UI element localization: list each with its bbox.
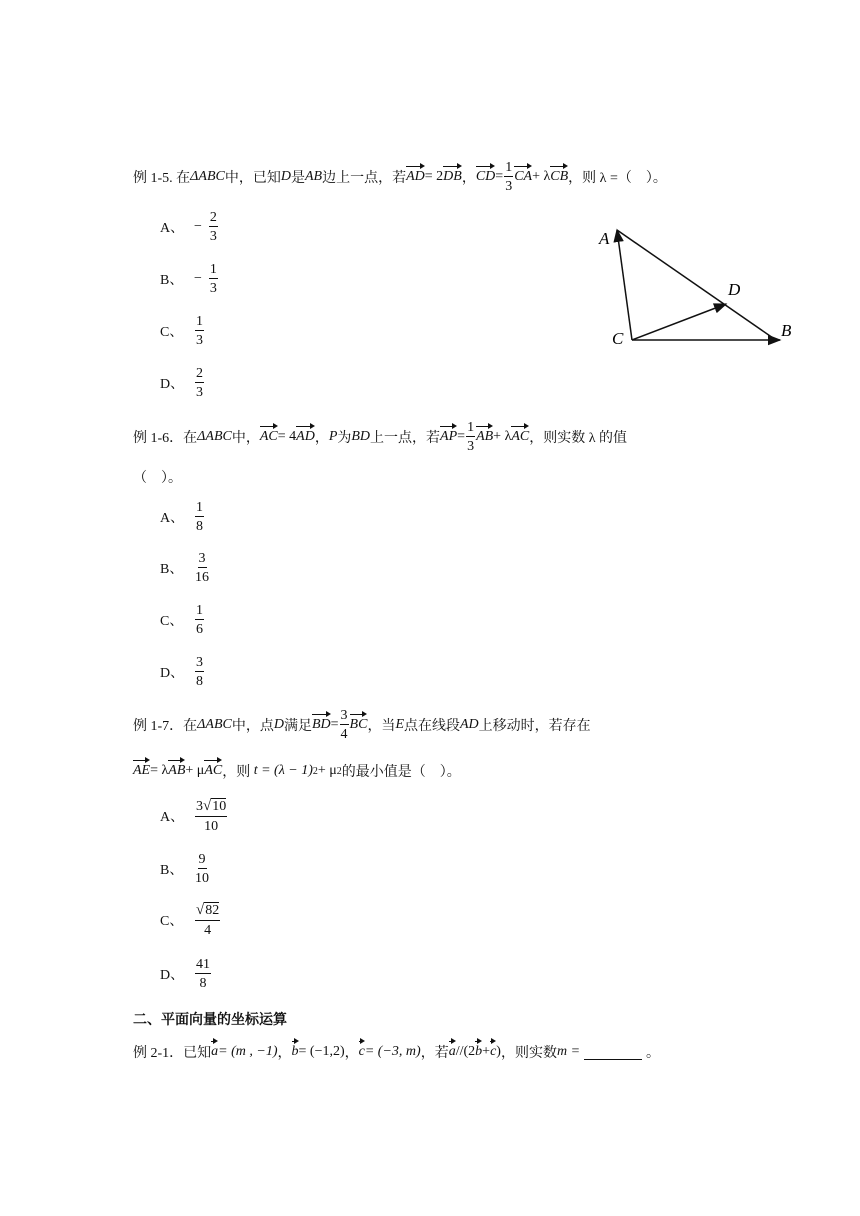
q17-stem-line2: AE = λ AB + μ AC ，则 t = (λ − 1) 2 + μ 2 的最小值是（ ）。 <box>133 763 461 780</box>
segment-AB <box>617 230 773 338</box>
vector-a: a <box>211 1044 219 1059</box>
q16-stem: 例 1-6． 在 ΔABC 中， AC = 4 AD ， P 为 BD 上一点，若 AP = $\frac{1}{3}$ AB + λ AC ，则实数 λ 的值 <box>133 420 628 455</box>
q17-option-c[interactable]: C、 √ 82 4 <box>160 902 220 938</box>
answer-blank[interactable] <box>584 1045 642 1060</box>
sqrt: √ 10 <box>203 798 227 814</box>
vector-b-2: b <box>475 1044 483 1059</box>
vector-a-2: a <box>448 1044 456 1059</box>
q16-option-b[interactable]: B、 $\frac{3}{16}$ <box>160 551 209 586</box>
q16-option-d[interactable]: D、 $\frac{3}{8}$ <box>160 655 203 690</box>
q17-stem: 例 1-7． 在 ΔABC 中，点 D 满足 BD = $\frac{3}{4}$ BC ，当 E 点在线段 AD 上移动时，若存在 <box>133 708 591 743</box>
vector-CD: CD <box>475 169 496 185</box>
vector-AC-2: AC <box>511 429 530 445</box>
vector-AD: AD <box>406 169 425 185</box>
label-B: B <box>781 321 792 340</box>
vector-c-2: c <box>490 1044 497 1059</box>
vector-AC: AC <box>204 763 223 778</box>
vector-b: b <box>291 1044 299 1059</box>
vector-BD: BD <box>311 717 331 733</box>
q17-option-a[interactable]: A、 3 √ 10 10 <box>160 798 227 834</box>
vector-c: c <box>358 1044 365 1059</box>
vector-CB: CB <box>550 169 569 185</box>
label-C: C <box>612 329 624 348</box>
vector-BC: BC <box>349 717 368 733</box>
q16-option-c[interactable]: C、 $\frac{1}{6}$ <box>160 603 203 638</box>
q15-option-b[interactable]: B、 − $\frac{1}{3}$ <box>160 262 217 297</box>
vector-DB: DB <box>443 169 462 185</box>
q15-option-a[interactable]: A、 − $\frac{2}{3}$ <box>160 210 217 245</box>
q16-option-a[interactable]: A、 $\frac{1}{8}$ <box>160 500 203 535</box>
q15-option-c[interactable]: C、 $\frac{1}{3}$ <box>160 314 203 349</box>
label-A: A <box>599 229 610 248</box>
vector-AP: AP <box>440 429 458 445</box>
vector-CA: CA <box>514 169 533 185</box>
vector-AE: AE <box>133 763 151 778</box>
q21-stem: 例 2-1．已知 a = (m , −1) ， b = (−1,2) ， c = (−3, m) ，若 a //(2 b + c ) ，则实数 m = 。 <box>133 1044 661 1061</box>
section-title: 二、平面向量的坐标运算 <box>133 1012 287 1028</box>
sqrt: √ 82 <box>196 902 220 918</box>
vector-AB: AB <box>476 429 494 445</box>
q17-option-b[interactable]: B、 $\frac{9}{10}$ <box>160 852 209 887</box>
segment-CA <box>617 230 632 340</box>
vector-AD: AD <box>296 429 315 445</box>
triangle-figure <box>590 220 810 355</box>
label-D: D <box>728 280 741 299</box>
fraction: $\frac{1}{3}$ <box>505 160 513 195</box>
vector-AB: AB <box>168 763 186 778</box>
q15-option-d[interactable]: D、 $\frac{2}{3}$ <box>160 366 203 401</box>
segment-CD <box>632 304 726 340</box>
q15-stem: 例 1-5. 在 ΔABC 中，已知 D 是 AB 边上一点，若 AD = 2 DB ， CD = $\frac{1}{3}$ CA + λ CB ，则 λ =（ ）。 <box>133 160 667 195</box>
vector-AC: AC <box>259 429 278 445</box>
q16-stem-line2: （ ）。 <box>133 471 182 486</box>
q17-option-d[interactable]: D、 $\frac{41}{8}$ <box>160 957 210 992</box>
